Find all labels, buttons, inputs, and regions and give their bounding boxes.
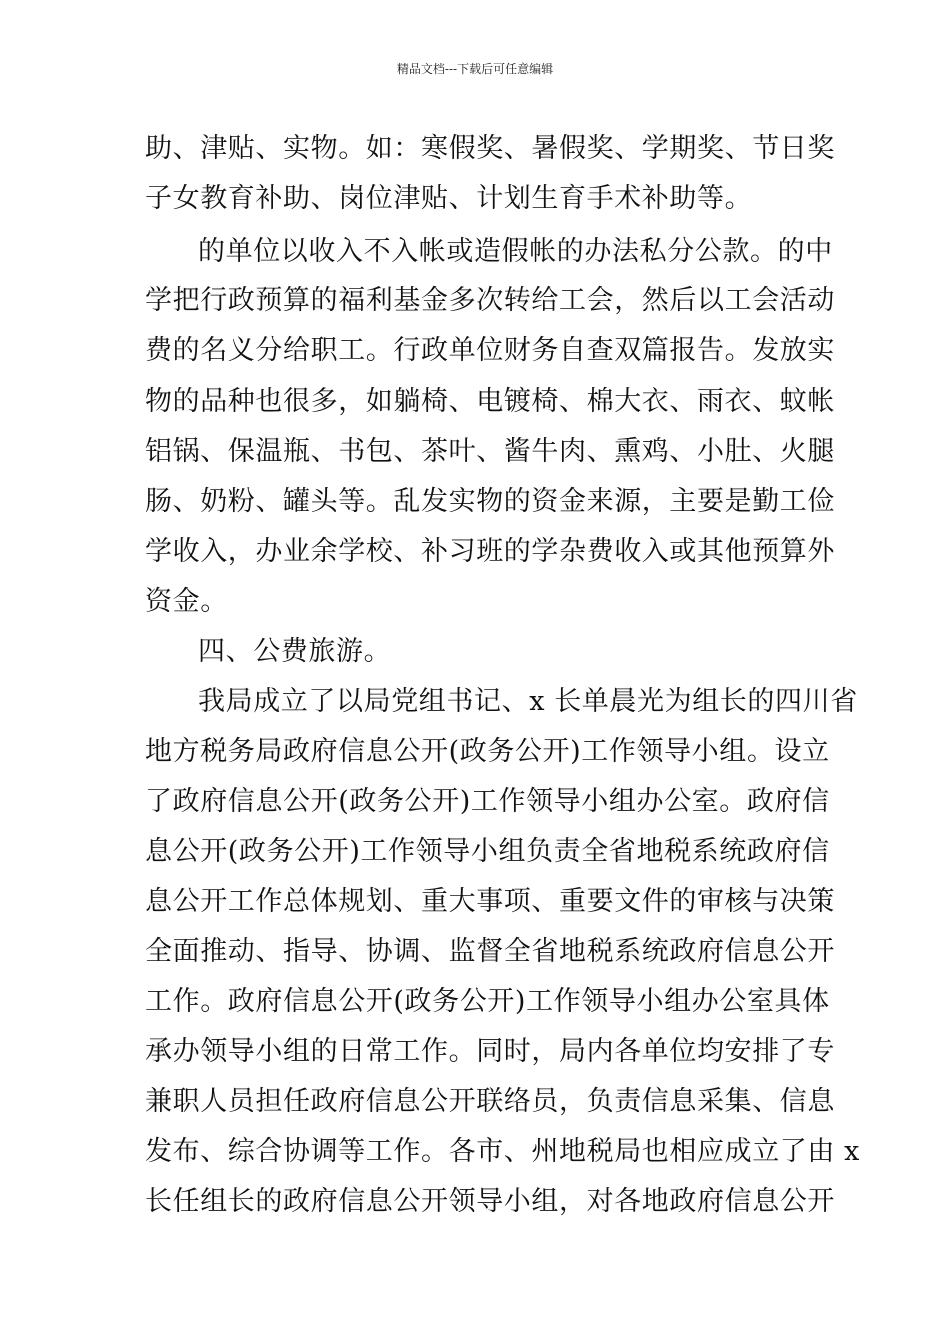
text-line: 地方税务局政府信息公开(政务公开)工作领导小组。设立 [145, 736, 830, 767]
text-line: 学收入，办业余学校、补习班的学杂费收入或其他预算外 [145, 536, 835, 567]
page-header: 精品文档---下载后可任意编辑 [396, 62, 554, 76]
text-line: 了政府信息公开(政务公开)工作领导小组办公室。政府信 [145, 786, 830, 817]
text-line: 发布、综合协调等工作。各市、州地税局也相应成立了由 x [145, 1136, 861, 1167]
text-line: 息公开(政务公开)工作领导小组负责全省地税系统政府信 [145, 836, 830, 867]
text-line: 资金。 [145, 586, 228, 617]
text-line: 兼职人员担任政府信息公开联络员，负责信息采集、信息 [145, 1086, 835, 1117]
text-line: 长任组长的政府信息公开领导小组，对各地政府信息公开 [145, 1186, 835, 1217]
text-line: 助、津贴、实物。如：寒假奖、暑假奖、学期奖、节日奖 [145, 133, 835, 164]
text-line: 承办领导小组的日常工作。同时，局内各单位均安排了专 [145, 1036, 835, 1067]
text-line: 肠、奶粉、罐头等。乱发实物的资金来源，主要是勤工俭 [145, 486, 835, 517]
text-line: 物的品种也很多，如躺椅、电镀椅、棉大衣、雨衣、蚊帐 [145, 386, 835, 417]
text-line: 学把行政预算的福利基金多次转给工会，然后以工会活动 [145, 285, 835, 316]
text-line: 子女教育补助、岗位津贴、计划生育手术补助等。 [145, 183, 753, 214]
section-heading: 四、公费旅游。 [198, 636, 392, 667]
text-line: 费的名义分给职工。行政单位财务自查双篇报告。发放实 [145, 335, 835, 366]
text-line: 全面推动、指导、协调、监督全省地税系统政府信息公开 [145, 936, 835, 967]
text-line: 的单位以收入不入帐或造假帐的办法私分公款。的中 [198, 236, 833, 267]
text-line: 息公开工作总体规划、重大事项、重要文件的审核与决策 [145, 886, 835, 917]
text-line: 铝锅、保温瓶、书包、茶叶、酱牛肉、熏鸡、小肚、火腿 [145, 436, 835, 467]
text-line: 我局成立了以局党组书记、x 长单晨光为组长的四川省 [198, 686, 858, 717]
text-line: 工作。政府信息公开(政务公开)工作领导小组办公室具体 [145, 986, 830, 1017]
